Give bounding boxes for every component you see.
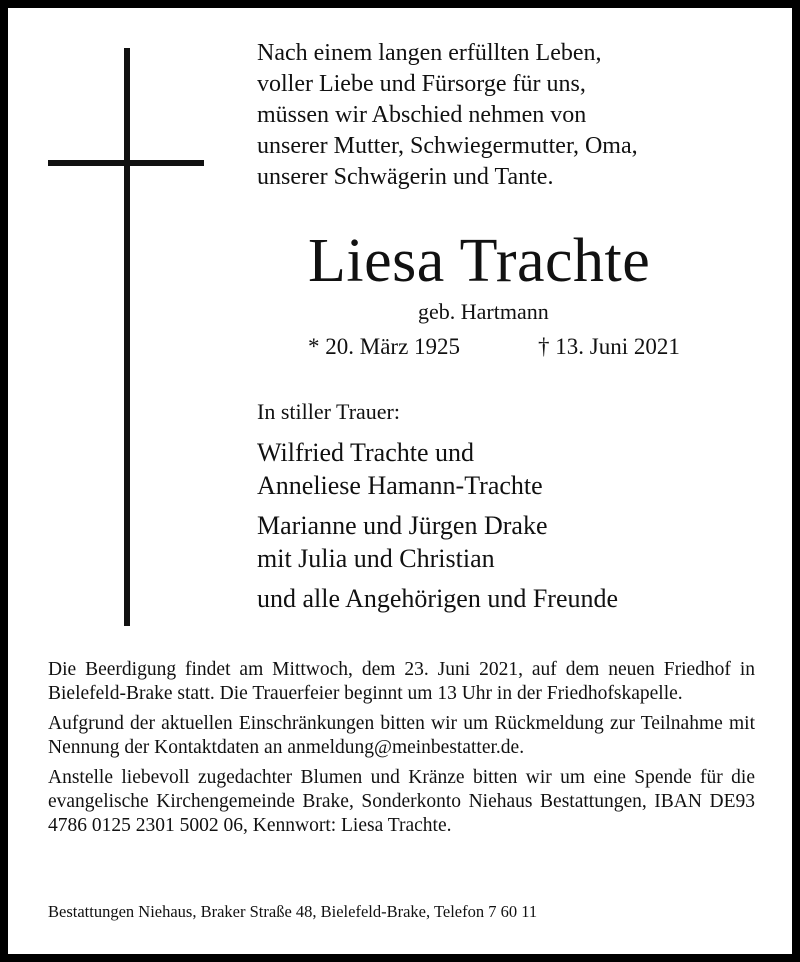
deceased-name: Liesa Trachte	[308, 227, 651, 295]
mourner-line: Wilfried Trachte und	[257, 438, 475, 467]
birth-date: * 20. März 1925	[308, 334, 461, 359]
maiden-name: geb. Hartmann	[418, 299, 549, 324]
funeral-notices	[48, 658, 755, 844]
mourner-line: Marianne und Jürgen Drake	[257, 511, 548, 540]
registration-note: Aufgrund der aktuellen Einschränkungen bitten wir um Rückmeldung zur Teilnahme mit Nennung der Kontaktdaten an anmeldung@meinbestatter.de.	[48, 713, 755, 758]
cross-icon-bar	[48, 160, 204, 166]
funeral-home-info: Bestattungen Niehaus, Braker Straße 48, Bielefeld-Brake, Telefon 7 60 11	[48, 902, 538, 921]
intro-line: unserer Schwägerin und Tante.	[257, 164, 554, 190]
death-date: † 13. Juni 2021	[538, 334, 680, 359]
intro-line: Nach einem langen erfüllten Leben,	[257, 40, 602, 66]
mourner-group	[257, 436, 618, 502]
intro-line: unserer Mutter, Schwiegermutter, Oma,	[257, 133, 638, 159]
intro-line: voller Liebe und Fürsorge für uns,	[257, 71, 586, 97]
cross-icon	[124, 48, 130, 626]
donation-note: Anstelle liebevoll zugedachter Blumen und Kränze bitten wir um eine Spende für die evangelische Kirchengemeinde Brake, Sonderkonto Niehaus Bestattungen, IBAN DE93 4786 0125 2301 5002 06, Kennwort: Liesa Trachte.	[48, 767, 755, 836]
mourner-group	[257, 509, 618, 575]
intro-text	[257, 38, 777, 193]
mourner-group	[257, 582, 618, 615]
mourner-line: Anneliese Hamann-Trachte	[257, 471, 543, 500]
intro-line: müssen wir Abschied nehmen von	[257, 102, 587, 128]
mourning-label: In stiller Trauer:	[257, 399, 400, 424]
obituary-notice	[8, 8, 792, 954]
mourners-list	[257, 436, 618, 622]
mourner-line: mit Julia und Christian	[257, 544, 495, 573]
mourner-line: und alle Angehörigen und Freunde	[257, 584, 619, 613]
funeral-details: Die Beerdigung findet am Mittwoch, dem 23. Juni 2021, auf dem neuen Friedhof in Bielefeld-Brake statt. Die Trauerfeier beginnt um 13 Uhr in der Friedhofskapelle.	[48, 659, 755, 704]
